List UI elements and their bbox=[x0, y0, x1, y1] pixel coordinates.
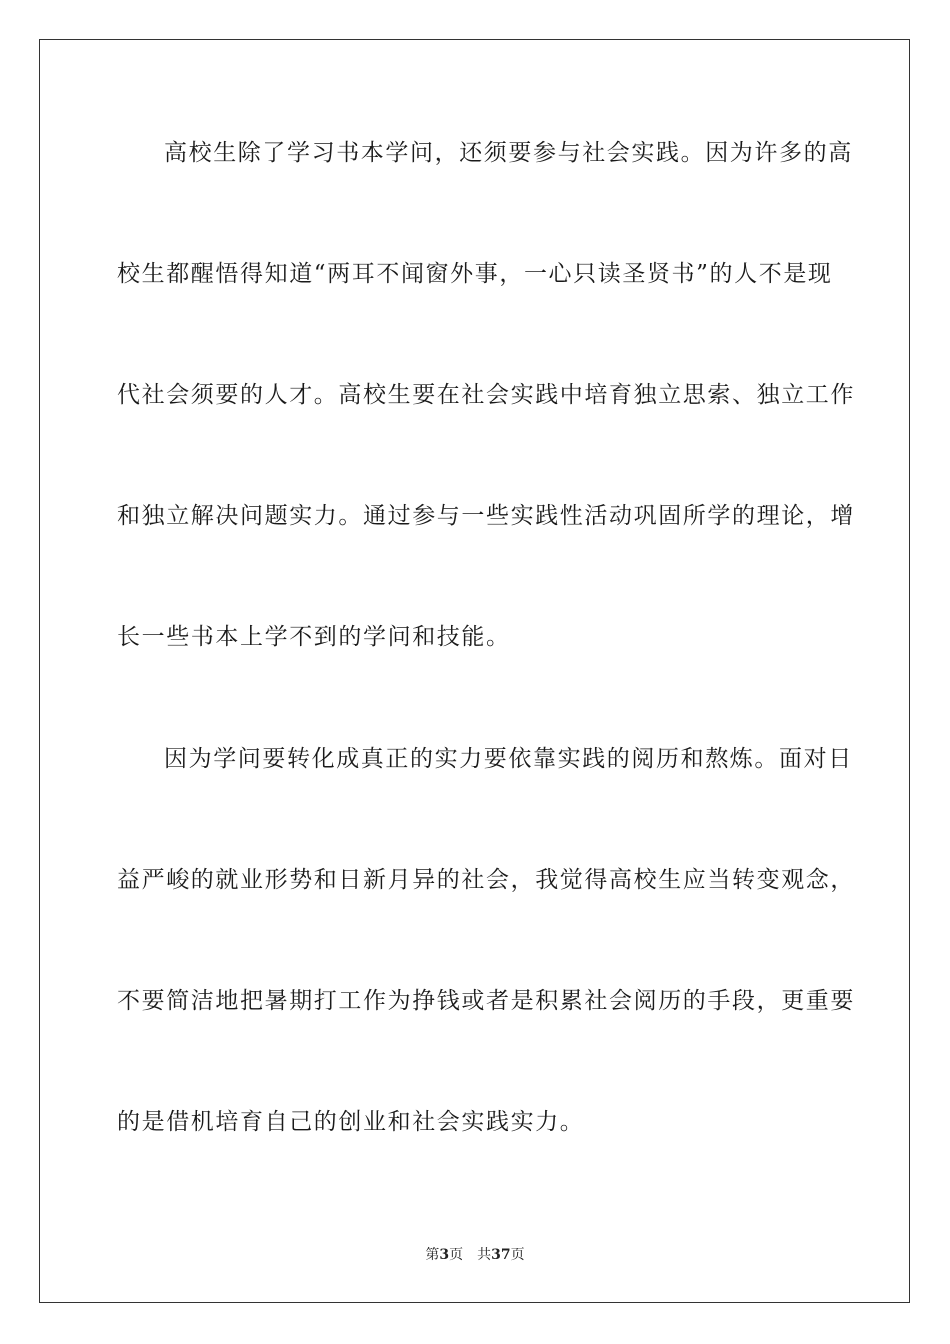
paragraph-line: 因为学问要转化成真正的实力要依靠实践的阅历和熬炼。面对日 bbox=[164, 746, 853, 772]
total-pages-indicator bbox=[477, 1246, 524, 1264]
paragraph-line: 的是借机培育自己的创业和社会实践实力。 bbox=[117, 1109, 585, 1135]
page-suffix: 页 bbox=[449, 1247, 464, 1263]
page-footer bbox=[0, 1246, 950, 1264]
paragraph-line: 长一些书本上学不到的学问和技能。 bbox=[117, 624, 511, 650]
paragraph-line: 代社会须要的人才。高校生要在社会实践中培育独立思索、独立工作 bbox=[117, 382, 855, 408]
total-pages: 37 bbox=[491, 1247, 511, 1263]
page-indicator bbox=[425, 1246, 463, 1264]
total-prefix: 共 bbox=[477, 1247, 492, 1263]
page-number: 3 bbox=[439, 1247, 450, 1263]
paragraph-line: 不要简洁地把暑期打工作为挣钱或者是积累社会阅历的手段，更重要 bbox=[117, 988, 855, 1014]
paragraph-line: 益严峻的就业形势和日新月异的社会，我觉得高校生应当转变观念， bbox=[117, 867, 855, 893]
paragraph-line: 和独立解决问题实力。通过参与一些实践性活动巩固所学的理论，增 bbox=[117, 503, 855, 529]
page-prefix: 第 bbox=[425, 1247, 440, 1263]
paragraph-line: 校生都醒悟得知道“两耳不闻窗外事，一心只读圣贤书”的人不是现 bbox=[117, 261, 833, 287]
total-suffix: 页 bbox=[510, 1247, 525, 1263]
paragraph-line: 高校生除了学习书本学问，还须要参与社会实践。因为许多的高 bbox=[164, 140, 853, 166]
